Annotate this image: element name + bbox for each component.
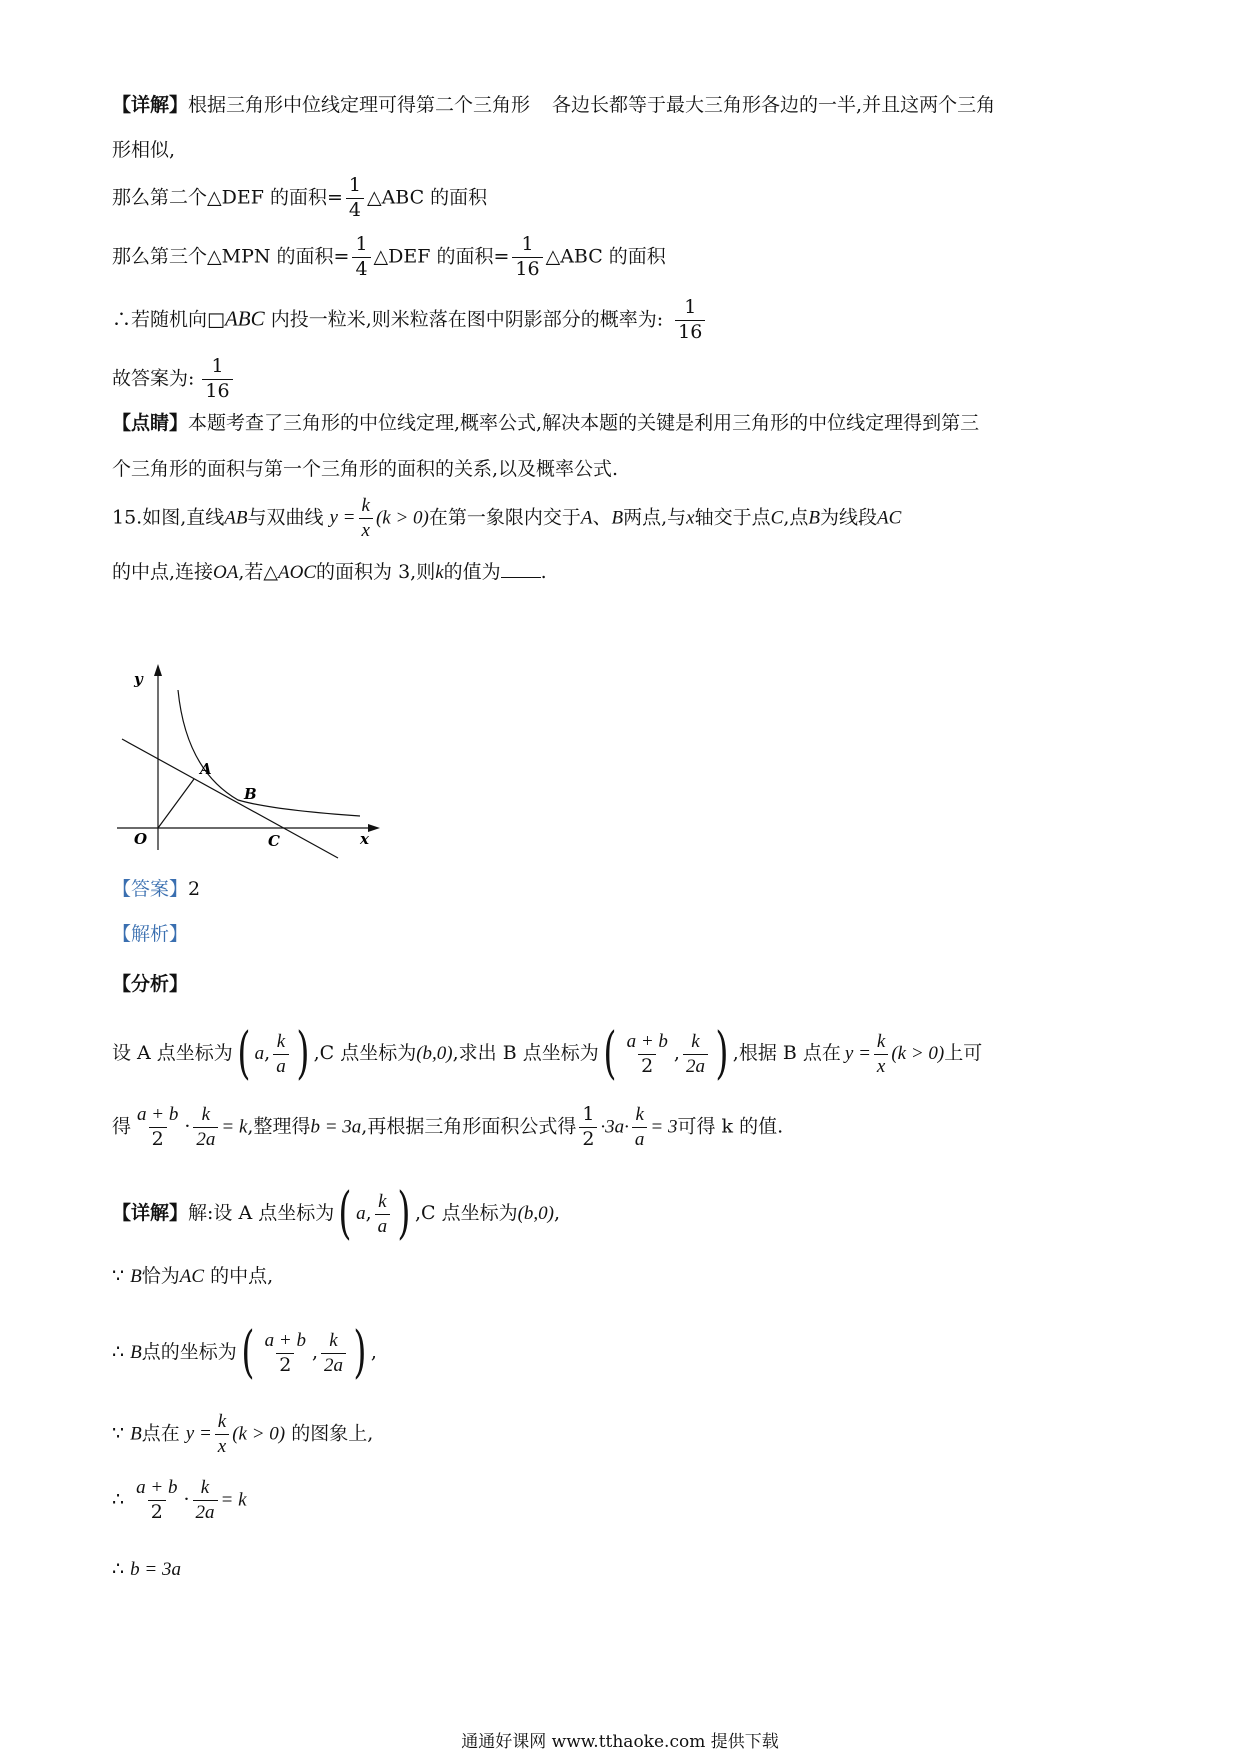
right-paren: ) xyxy=(353,1320,367,1385)
d-text: , xyxy=(370,1341,377,1363)
mpn-area-suffix: △ABC 的面积 xyxy=(545,245,666,268)
fraction-k-over-a: $\frac{k}{a}$ xyxy=(632,1105,648,1150)
hyperbola-curve xyxy=(178,690,360,816)
d-text: 解:设 A 点坐标为 xyxy=(188,1202,335,1224)
fraction-k-over-x: $\frac{k}{x}$ xyxy=(359,496,373,541)
question-15-line-2 xyxy=(112,561,547,582)
answer-value: 2 xyxy=(188,878,201,900)
key-point-text-1: 本题考查了三角形的中位线定理,概率公式,解决本题的关键是利用三角形的中位线定理得到第三 xyxy=(188,412,980,434)
because-symbol: ∵ xyxy=(112,1422,125,1445)
right-paren: ) xyxy=(397,1181,411,1246)
left-paren: ( xyxy=(338,1181,352,1246)
f-text: ,再根据三角形面积公式得 xyxy=(361,1115,577,1138)
fenxi-line-2 xyxy=(112,1105,783,1150)
probability-line xyxy=(112,298,708,343)
fraction-a-plus-b-over-2: $\frac{a + b}{2}$ xyxy=(136,1477,178,1523)
mpn-area-line xyxy=(112,235,666,280)
f-text: ,整理得 xyxy=(247,1115,311,1138)
condition: (k > 0) xyxy=(232,1423,286,1445)
key-point-text-2: 个三角形的面积与第一个三角形的面积的关系,以及概率公式. xyxy=(112,458,619,480)
condition: (k > 0) xyxy=(375,507,429,529)
dot: · xyxy=(184,1115,191,1138)
fraction-a-plus-b-over-2: $\frac{a + b}{2}$ xyxy=(137,1104,179,1150)
three-a: ·3a· xyxy=(600,1116,629,1138)
f-text: 上可 xyxy=(944,1042,983,1064)
mpn-area-mid: △DEF 的面积= xyxy=(373,245,510,268)
left-paren: ( xyxy=(237,1021,251,1086)
therefore-symbol: ∴ xyxy=(112,1341,125,1363)
x-axis-arrow xyxy=(368,824,380,832)
d-text: 恰为 xyxy=(141,1265,180,1287)
therefore-symbol: ∴ xyxy=(112,1558,125,1580)
var-k: k xyxy=(435,562,444,583)
detail-line-2 xyxy=(112,1267,273,1286)
equals-3: = 3 xyxy=(650,1116,678,1138)
segment-oa-drawing xyxy=(158,779,194,828)
dot: · xyxy=(183,1488,190,1511)
detail-line-4 xyxy=(112,1412,373,1457)
q-text: 轴交于点 xyxy=(694,506,771,529)
def-area-line xyxy=(112,176,487,221)
fraction-k-over-2a: $\frac{k}{2a}$ xyxy=(321,1331,346,1376)
fraction-1-2: $\frac{1}{2}$ xyxy=(579,1105,597,1150)
footer: 通通好课网 www.tthaoke.com 提供下载 xyxy=(461,1732,779,1752)
therefore-symbol: ∴ xyxy=(112,1488,125,1511)
fraction-1-16: $\frac{1}{16}$ xyxy=(512,235,542,280)
def-area-prefix: 那么第二个△DEF 的面积= xyxy=(112,186,343,209)
answer-row xyxy=(112,880,200,899)
q-text: ,若△ xyxy=(238,561,279,583)
key-point-line-1 xyxy=(112,414,979,433)
d-text: , xyxy=(554,1202,561,1224)
detail-label: 【详解】 xyxy=(112,94,189,116)
fraction-1-16: $\frac{1}{16}$ xyxy=(202,357,232,402)
q-text: 的面积为 3,则 xyxy=(316,561,436,583)
c-coordinate: (b,0) xyxy=(416,1043,453,1064)
right-paren: ) xyxy=(715,1021,729,1086)
c-coordinate: (b,0) xyxy=(517,1203,555,1224)
point-a: A xyxy=(580,507,593,529)
b-equals-3a: b = 3a xyxy=(310,1116,362,1138)
detail-label: 【详解】 xyxy=(112,1202,189,1224)
point-b: B xyxy=(130,1266,142,1287)
detail-paragraph-line-2 xyxy=(112,141,175,160)
x-axis-label: x xyxy=(686,507,695,529)
f-text: ,C 点坐标为 xyxy=(313,1042,417,1064)
because-symbol: ∵ xyxy=(112,1265,125,1287)
triangle-abc: ABC xyxy=(224,306,265,331)
detail-text-1: 根据三角形中位线定理可得第二个三角形 xyxy=(188,94,531,116)
point-b: B xyxy=(130,1342,142,1363)
q-text: 在第一象限内交于 xyxy=(428,506,581,529)
d-text: 的中点, xyxy=(210,1265,274,1287)
x-axis-label: x xyxy=(360,830,369,848)
fraction-k-over-2a: $\frac{k}{2a}$ xyxy=(683,1032,708,1077)
detail-text-3: 形相似, xyxy=(112,139,176,161)
question-15-line-1 xyxy=(112,496,901,541)
answer-prefix: 故答案为: xyxy=(112,367,195,390)
line-ab-drawing xyxy=(122,739,338,858)
point-c: C xyxy=(770,507,784,529)
fraction-a-plus-b-over-2: $\frac{a + b}{2}$ xyxy=(264,1329,306,1376)
fraction-a-plus-b-over-2: $\frac{a + b}{2}$ xyxy=(626,1030,668,1077)
mpn-area-prefix: 那么第三个△MPN 的面积= xyxy=(112,245,350,268)
d-text: 点在 xyxy=(141,1422,180,1445)
b-equals-3a: b = 3a xyxy=(130,1559,181,1580)
probability-mid: 内投一粒米,则米粒落在图中阴影部分的概率为: xyxy=(270,308,664,331)
point-c-label: C xyxy=(268,832,280,850)
analysis-row xyxy=(112,925,188,944)
segment-oa: OA xyxy=(213,562,239,583)
equals-k: = k xyxy=(221,1116,248,1138)
question-number: 15. xyxy=(112,506,143,529)
answer-label: 【答案】 xyxy=(112,878,189,900)
detail-text-2: 各边长都等于最大三角形各边的一半,并且这两个三角 xyxy=(552,94,996,116)
left-paren: ( xyxy=(603,1021,617,1086)
f-text: 得 xyxy=(112,1115,132,1138)
fraction-1-4: $\frac{1}{4}$ xyxy=(352,235,370,280)
detail-line-5 xyxy=(112,1478,247,1523)
d-text: 的图象上, xyxy=(291,1422,374,1445)
analysis-label: 【解析】 xyxy=(112,923,189,945)
q-text: 、 xyxy=(592,506,612,529)
q-text: 的值为 xyxy=(443,561,501,583)
equation-lhs: y = xyxy=(844,1043,871,1064)
var-a: a xyxy=(356,1203,366,1224)
key-point-line-2 xyxy=(112,460,618,479)
y-axis-label: y xyxy=(134,670,143,688)
point-b-label: B xyxy=(244,785,257,803)
fraction-k-over-a: $\frac{k}{a}$ xyxy=(375,1192,391,1237)
def-area-suffix: △ABC 的面积 xyxy=(366,186,488,209)
detail-line-3: ∴ B点的坐标为( $\frac{a + b}{2}$ , $\frac{k}{2a}$ ) , xyxy=(112,1320,377,1385)
point-b: B xyxy=(808,507,820,529)
fraction-k-over-2a: $\frac{k}{2a}$ xyxy=(193,1105,218,1150)
f-text: ,根据 B 点在 xyxy=(732,1042,841,1064)
fraction-k-over-a: $\frac{k}{a}$ xyxy=(273,1032,289,1077)
f-text: 设 A 点坐标为 xyxy=(112,1042,233,1064)
q-text: 的中点,连接 xyxy=(112,561,214,583)
f-text: 可得 k 的值. xyxy=(677,1115,784,1138)
fraction-1-16: $\frac{1}{16}$ xyxy=(675,298,705,343)
equals-k: = k xyxy=(220,1489,247,1511)
d-text: 点的坐标为 xyxy=(141,1341,237,1363)
point-b: B xyxy=(130,1423,142,1445)
fenxi-row xyxy=(112,975,188,994)
q-text: 与双曲线 xyxy=(247,506,324,529)
q-text: 如图,直线 xyxy=(142,506,225,529)
detail-line-6 xyxy=(112,1560,181,1579)
probability-prefix: ∴若随机向 xyxy=(112,308,208,331)
fraction-k-over-2a: $\frac{k}{2a}$ xyxy=(193,1478,218,1523)
y-axis-arrow xyxy=(154,664,162,676)
triangle-aoc: AOC xyxy=(278,562,317,583)
right-paren: ) xyxy=(296,1021,310,1086)
equation-lhs: y = xyxy=(329,507,356,529)
point-a-label: A xyxy=(200,760,212,778)
missing-glyph-box: □ xyxy=(207,308,225,331)
var-a: a xyxy=(254,1043,265,1064)
hyperbola-figure xyxy=(112,660,392,860)
fenxi-line-1: 设 A 点坐标为( a, $\frac{k}{a}$ ) ,C 点坐标为(b,0),求出 B 点坐标为( $\frac{a + b}{2}$ , $\frac{k}{2a}$ ) ,根据 B 点在 y = $\frac{k}{x}$ (k > 0)上可 xyxy=(112,1021,983,1086)
detail-paragraph-line-1 xyxy=(112,96,995,115)
segment-ac: AC xyxy=(179,1266,205,1287)
point-b: B xyxy=(611,507,624,529)
key-point-label: 【点睛】 xyxy=(112,412,189,434)
q-text: 为线段 xyxy=(819,506,877,529)
left-paren: ( xyxy=(241,1320,255,1385)
f-text: ,求出 B 点坐标为 xyxy=(452,1042,599,1064)
equation-lhs: y = xyxy=(185,1423,212,1445)
d-text: ,C 点坐标为 xyxy=(414,1202,518,1224)
condition: (k > 0) xyxy=(891,1043,945,1064)
line-ab: AB xyxy=(224,507,248,529)
answer-line xyxy=(112,357,236,402)
answer-blank xyxy=(501,561,541,578)
origin-label: O xyxy=(134,830,148,848)
fraction-1-4: $\frac{1}{4}$ xyxy=(346,176,364,221)
fraction-k-over-x: $\frac{k}{x}$ xyxy=(874,1032,888,1077)
q-text: . xyxy=(540,561,547,583)
fraction-k-over-x: $\frac{k}{x}$ xyxy=(215,1412,229,1457)
detail-line-1: 【详解】解:设 A 点坐标为( a, $\frac{k}{a}$ ) ,C 点坐标为(b,0), xyxy=(112,1181,561,1246)
comma: , xyxy=(264,1042,271,1064)
fenxi-label: 【分析】 xyxy=(112,973,189,995)
q-text: 两点,与 xyxy=(623,506,687,529)
segment-ac: AC xyxy=(876,507,902,529)
q-text: ,点 xyxy=(783,506,809,529)
